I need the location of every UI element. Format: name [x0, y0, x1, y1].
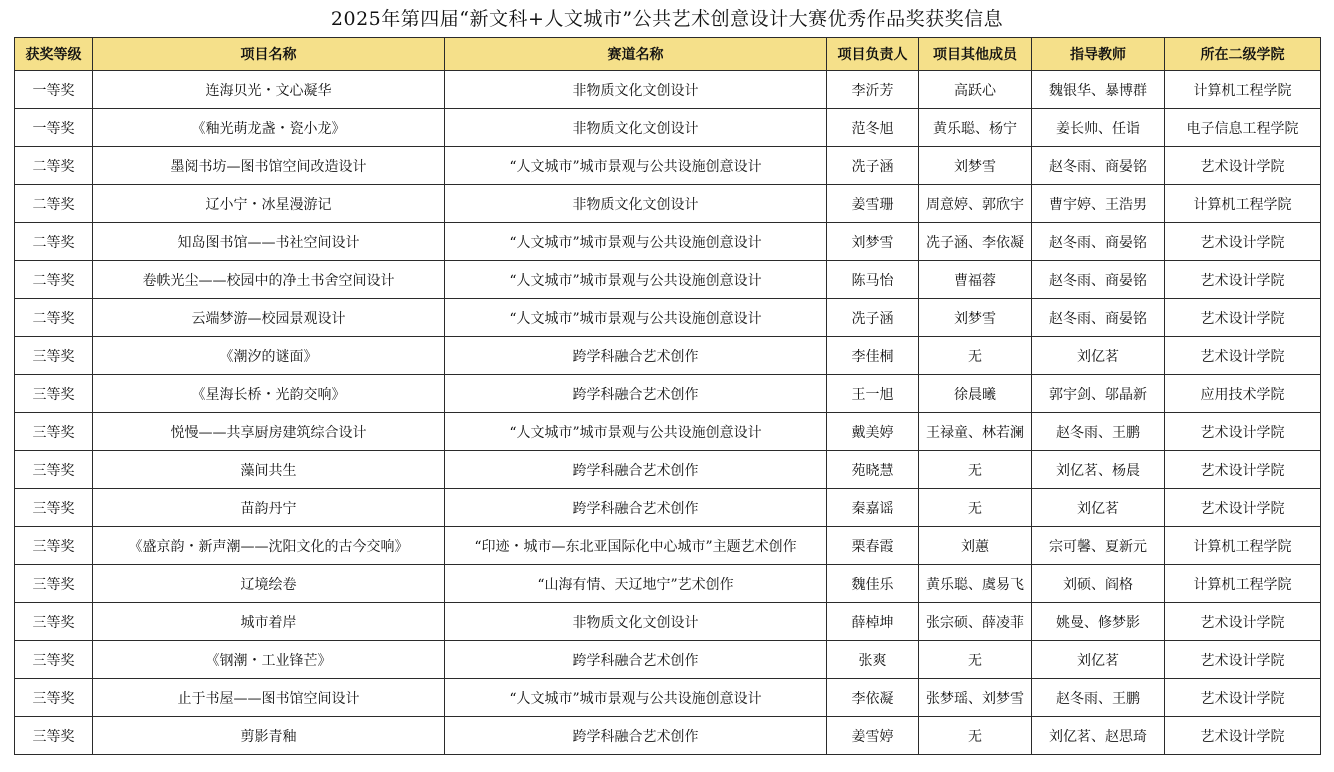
college-cell: 计算机工程学院 — [1165, 185, 1321, 223]
column-header-project-leader: 项目负责人 — [827, 38, 919, 71]
college-cell: 计算机工程学院 — [1165, 565, 1321, 603]
project-name-cell: 止于书屋——图书馆空间设计 — [93, 679, 445, 717]
column-header-award-level: 获奖等级 — [15, 38, 93, 71]
college-cell: 艺术设计学院 — [1165, 223, 1321, 261]
track-name-cell: 跨学科融合艺术创作 — [445, 717, 827, 755]
advisors-cell: 赵冬雨、商晏铭 — [1032, 147, 1165, 185]
advisors-cell: 曹宇婷、王浩男 — [1032, 185, 1165, 223]
track-name-cell: 跨学科融合艺术创作 — [445, 451, 827, 489]
college-cell: 计算机工程学院 — [1165, 71, 1321, 109]
header-row — [15, 38, 1321, 71]
project-leader-cell: 冼子涵 — [827, 147, 919, 185]
other-members-cell: 周意婷、郭欣宇 — [919, 185, 1032, 223]
other-members-cell: 黄乐聪、杨宁 — [919, 109, 1032, 147]
advisors-cell: 刘亿茗、杨晨 — [1032, 451, 1165, 489]
table-row — [15, 147, 1321, 185]
track-name-cell: 非物质文化文创设计 — [445, 71, 827, 109]
track-name-cell: 跨学科融合艺术创作 — [445, 641, 827, 679]
project-leader-cell: 冼子涵 — [827, 299, 919, 337]
other-members-cell: 冼子涵、李依凝 — [919, 223, 1032, 261]
award-level-cell: 二等奖 — [15, 261, 93, 299]
other-members-cell: 张宗硕、薛凌菲 — [919, 603, 1032, 641]
award-level-cell: 三等奖 — [15, 565, 93, 603]
other-members-cell: 张梦瑶、刘梦雪 — [919, 679, 1032, 717]
college-cell: 应用技术学院 — [1165, 375, 1321, 413]
project-leader-cell: 栗春霞 — [827, 527, 919, 565]
table-row — [15, 679, 1321, 717]
column-header-other-members: 项目其他成员 — [919, 38, 1032, 71]
track-name-cell: “印迹・城市—东北亚国际化中心城市”主题艺术创作 — [445, 527, 827, 565]
college-cell: 艺术设计学院 — [1165, 337, 1321, 375]
table-row — [15, 261, 1321, 299]
college-cell: 艺术设计学院 — [1165, 489, 1321, 527]
college-cell: 艺术设计学院 — [1165, 147, 1321, 185]
other-members-cell: 王禄童、林若澜 — [919, 413, 1032, 451]
other-members-cell: 徐晨曦 — [919, 375, 1032, 413]
project-name-cell: 卷帙光尘——校园中的净土书舍空间设计 — [93, 261, 445, 299]
project-name-cell: 剪影青釉 — [93, 717, 445, 755]
track-name-cell: 非物质文化文创设计 — [445, 109, 827, 147]
college-cell: 艺术设计学院 — [1165, 679, 1321, 717]
project-leader-cell: 秦嘉谣 — [827, 489, 919, 527]
table-row — [15, 299, 1321, 337]
other-members-cell: 刘梦雪 — [919, 147, 1032, 185]
column-header-project-name: 项目名称 — [93, 38, 445, 71]
advisors-cell: 郭宇剑、邬晶新 — [1032, 375, 1165, 413]
project-name-cell: 《盛京韵・新声潮——沈阳文化的古今交响》 — [93, 527, 445, 565]
award-level-cell: 二等奖 — [15, 147, 93, 185]
advisors-cell: 刘硕、阎格 — [1032, 565, 1165, 603]
table-row — [15, 185, 1321, 223]
advisors-cell: 赵冬雨、王鹏 — [1032, 679, 1165, 717]
project-leader-cell: 姜雪婷 — [827, 717, 919, 755]
track-name-cell: 跨学科融合艺术创作 — [445, 337, 827, 375]
college-cell: 艺术设计学院 — [1165, 413, 1321, 451]
advisors-cell: 刘亿茗 — [1032, 337, 1165, 375]
project-name-cell: 城市着岸 — [93, 603, 445, 641]
track-name-cell: 非物质文化文创设计 — [445, 603, 827, 641]
table-row — [15, 717, 1321, 755]
advisors-cell: 宗可馨、夏新元 — [1032, 527, 1165, 565]
award-level-cell: 二等奖 — [15, 185, 93, 223]
table-row — [15, 413, 1321, 451]
track-name-cell: “人文城市”城市景观与公共设施创意设计 — [445, 413, 827, 451]
table-row — [15, 223, 1321, 261]
college-cell: 计算机工程学院 — [1165, 527, 1321, 565]
project-leader-cell: 李沂芳 — [827, 71, 919, 109]
award-level-cell: 三等奖 — [15, 679, 93, 717]
other-members-cell: 刘蕙 — [919, 527, 1032, 565]
project-leader-cell: 苑晓慧 — [827, 451, 919, 489]
track-name-cell: “山海有情、天辽地宁”艺术创作 — [445, 565, 827, 603]
project-leader-cell: 李佳桐 — [827, 337, 919, 375]
college-cell: 艺术设计学院 — [1165, 451, 1321, 489]
award-level-cell: 三等奖 — [15, 527, 93, 565]
column-header-advisors: 指导教师 — [1032, 38, 1165, 71]
college-cell: 艺术设计学院 — [1165, 717, 1321, 755]
project-name-cell: 辽小宁・冰星漫游记 — [93, 185, 445, 223]
other-members-cell: 无 — [919, 489, 1032, 527]
award-level-cell: 一等奖 — [15, 109, 93, 147]
table-row — [15, 375, 1321, 413]
college-cell: 艺术设计学院 — [1165, 641, 1321, 679]
other-members-cell: 无 — [919, 451, 1032, 489]
award-level-cell: 三等奖 — [15, 375, 93, 413]
awards-table — [14, 37, 1321, 755]
award-level-cell: 三等奖 — [15, 603, 93, 641]
project-leader-cell: 李依凝 — [827, 679, 919, 717]
advisors-cell: 姜长帅、任诣 — [1032, 109, 1165, 147]
other-members-cell: 曹福蓉 — [919, 261, 1032, 299]
project-name-cell: 墨阅书坊—图书馆空间改造设计 — [93, 147, 445, 185]
project-name-cell: 知岛图书馆——书社空间设计 — [93, 223, 445, 261]
other-members-cell: 无 — [919, 641, 1032, 679]
project-leader-cell: 魏佳乐 — [827, 565, 919, 603]
award-level-cell: 三等奖 — [15, 451, 93, 489]
project-leader-cell: 刘梦雪 — [827, 223, 919, 261]
award-level-cell: 三等奖 — [15, 489, 93, 527]
project-name-cell: 苗韵丹宁 — [93, 489, 445, 527]
table-header — [15, 38, 1321, 71]
table-row — [15, 489, 1321, 527]
table-row — [15, 71, 1321, 109]
other-members-cell: 黄乐聪、虞易飞 — [919, 565, 1032, 603]
table-row — [15, 451, 1321, 489]
other-members-cell: 无 — [919, 717, 1032, 755]
advisors-cell: 刘亿茗、赵思琦 — [1032, 717, 1165, 755]
track-name-cell: “人文城市”城市景观与公共设施创意设计 — [445, 223, 827, 261]
other-members-cell: 无 — [919, 337, 1032, 375]
table-row — [15, 337, 1321, 375]
project-leader-cell: 戴美婷 — [827, 413, 919, 451]
table-row — [15, 109, 1321, 147]
award-level-cell: 二等奖 — [15, 299, 93, 337]
project-leader-cell: 王一旭 — [827, 375, 919, 413]
advisors-cell: 姚曼、修梦影 — [1032, 603, 1165, 641]
project-name-cell: 《潮汐的谜面》 — [93, 337, 445, 375]
table-body — [15, 71, 1321, 755]
project-name-cell: 连海贝光・文心凝华 — [93, 71, 445, 109]
college-cell: 艺术设计学院 — [1165, 603, 1321, 641]
advisors-cell: 魏银华、暴博群 — [1032, 71, 1165, 109]
award-level-cell: 三等奖 — [15, 717, 93, 755]
track-name-cell: “人文城市”城市景观与公共设施创意设计 — [445, 679, 827, 717]
advisors-cell: 刘亿茗 — [1032, 641, 1165, 679]
project-name-cell: 云端梦游—校园景观设计 — [93, 299, 445, 337]
project-name-cell: 辽境绘卷 — [93, 565, 445, 603]
track-name-cell: 跨学科融合艺术创作 — [445, 375, 827, 413]
project-leader-cell: 陈马怡 — [827, 261, 919, 299]
advisors-cell: 赵冬雨、商晏铭 — [1032, 223, 1165, 261]
award-level-cell: 二等奖 — [15, 223, 93, 261]
project-leader-cell: 姜雪珊 — [827, 185, 919, 223]
other-members-cell: 高跃心 — [919, 71, 1032, 109]
table-row — [15, 641, 1321, 679]
table-row — [15, 603, 1321, 641]
project-leader-cell: 范冬旭 — [827, 109, 919, 147]
advisors-cell: 赵冬雨、商晏铭 — [1032, 299, 1165, 337]
document-title: 2025年第四届“新文科+人文城市”公共艺术创意设计大赛优秀作品奖获奖信息 — [330, 8, 1004, 30]
project-leader-cell: 薛棹坤 — [827, 603, 919, 641]
project-name-cell: 藻间共生 — [93, 451, 445, 489]
advisors-cell: 赵冬雨、商晏铭 — [1032, 261, 1165, 299]
award-level-cell: 三等奖 — [15, 337, 93, 375]
advisors-cell: 赵冬雨、王鹏 — [1032, 413, 1165, 451]
table-row — [15, 565, 1321, 603]
table-row — [15, 527, 1321, 565]
college-cell: 艺术设计学院 — [1165, 299, 1321, 337]
project-name-cell: 《钢潮・工业锋芒》 — [93, 641, 445, 679]
college-cell: 电子信息工程学院 — [1165, 109, 1321, 147]
project-name-cell: 悦慢——共享厨房建筑综合设计 — [93, 413, 445, 451]
college-cell: 艺术设计学院 — [1165, 261, 1321, 299]
column-header-track-name: 赛道名称 — [445, 38, 827, 71]
advisors-cell: 刘亿茗 — [1032, 489, 1165, 527]
other-members-cell: 刘梦雪 — [919, 299, 1032, 337]
project-leader-cell: 张爽 — [827, 641, 919, 679]
track-name-cell: “人文城市”城市景观与公共设施创意设计 — [445, 261, 827, 299]
track-name-cell: 跨学科融合艺术创作 — [445, 489, 827, 527]
award-level-cell: 三等奖 — [15, 641, 93, 679]
column-header-college: 所在二级学院 — [1165, 38, 1321, 71]
award-level-cell: 一等奖 — [15, 71, 93, 109]
track-name-cell: 非物质文化文创设计 — [445, 185, 827, 223]
track-name-cell: “人文城市”城市景观与公共设施创意设计 — [445, 147, 827, 185]
project-name-cell: 《星海长桥・光韵交响》 — [93, 375, 445, 413]
award-level-cell: 三等奖 — [15, 413, 93, 451]
track-name-cell: “人文城市”城市景观与公共设施创意设计 — [445, 299, 827, 337]
project-name-cell: 《釉光萌龙盏・瓷小龙》 — [93, 109, 445, 147]
